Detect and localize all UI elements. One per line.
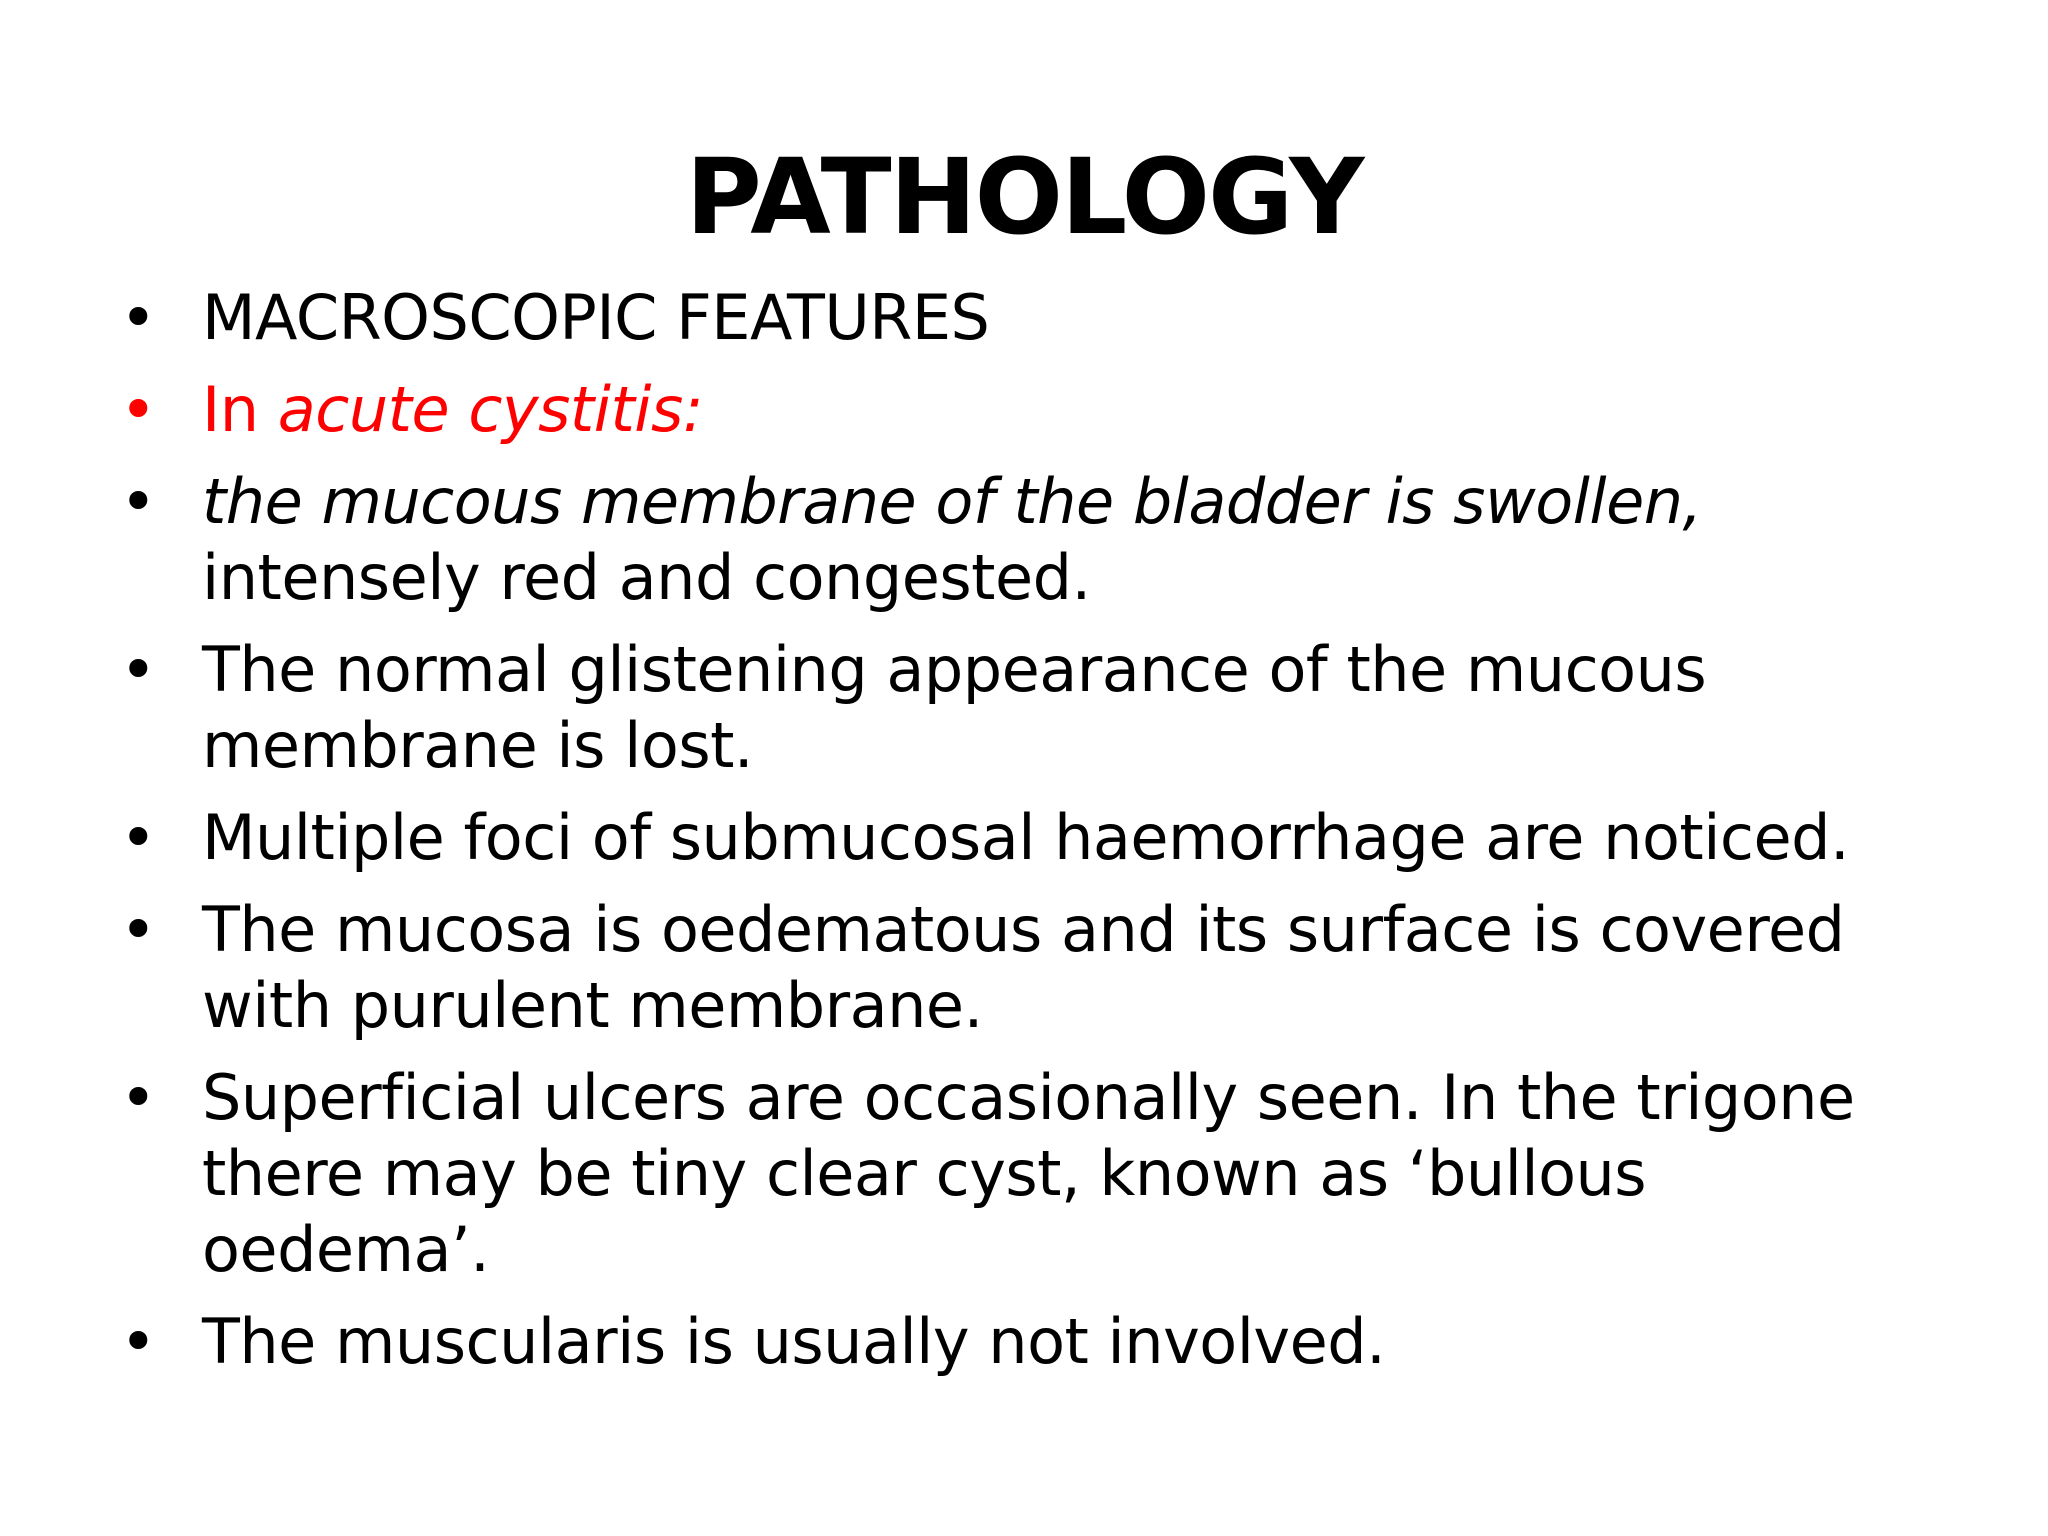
list-item <box>120 1304 1950 1380</box>
list-item <box>120 892 1950 1044</box>
list-item <box>120 632 1950 784</box>
bullet-icon: • <box>120 633 157 706</box>
list-item <box>120 464 1950 616</box>
bullet-list <box>120 280 1950 1396</box>
item-text: The mucosa is oedematous and its surface is covered with purulent membrane. <box>202 893 1845 1042</box>
bullet-icon: • <box>120 465 157 538</box>
list-item <box>120 1060 1950 1288</box>
item-text: The normal glistening appearance of the mucous membrane is lost. <box>202 633 1707 782</box>
item-suffix: : <box>682 373 704 446</box>
item-prefix: In <box>202 373 278 446</box>
item-text: intensely red and congested. <box>202 541 1091 614</box>
item-emphasis: the mucous membrane of the bladder is swollen, <box>202 465 1702 538</box>
slide-title: PATHOLOGY <box>685 136 1363 258</box>
bullet-icon: • <box>120 1305 157 1378</box>
item-text: Multiple foci of submucosal haemorrhage are noticed. <box>202 801 1850 874</box>
list-item-highlight <box>120 372 1950 448</box>
bullet-icon: • <box>120 1061 157 1134</box>
list-item <box>120 800 1950 876</box>
bullet-icon: • <box>120 373 157 446</box>
bullet-icon: • <box>120 893 157 966</box>
bullet-icon: • <box>120 281 157 354</box>
item-text: MACROSCOPIC FEATURES <box>202 281 990 354</box>
bullet-icon: • <box>120 801 157 874</box>
list-item <box>120 280 1950 356</box>
item-text: Superficial ulcers are occasionally seen. In the trigone there may be tiny clear cyst, known as ‘bullous oedema’. <box>202 1061 1855 1286</box>
item-text: The muscularis is usually not involved. <box>202 1305 1386 1378</box>
item-emphasis: acute cystitis <box>277 373 683 446</box>
